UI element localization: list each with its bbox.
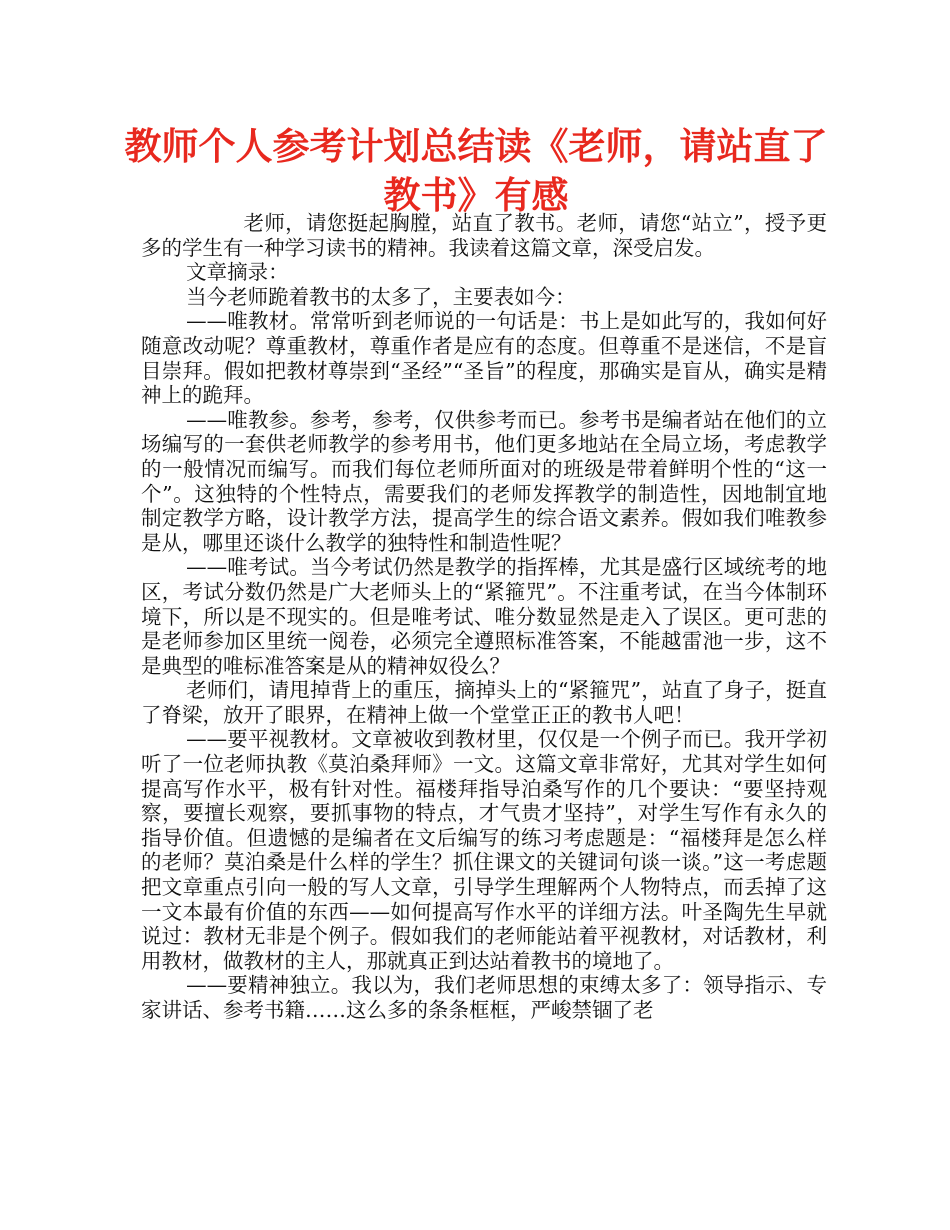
paragraph-only-textbook: ——唯教材。常常听到老师说的一句话是：书上是如此写的，我如何好随意改动呢？尊重教材，尊重作者是应有的态度。但尊重不是迷信，不是盲目崇拜。假如把教材尊崇到“圣经”“圣旨”的程度，那确实是盲从，确实是精神上的跪拜。 [141,309,827,408]
paragraph-only-teaching-reference: ——唯教参。参考，参考，仅供参考而已。参考书是编者站在他们的立场编写的一套供老师教学的参考用书，他们更多地站在全局立场，考虑教学的一般情况而编写。而我们每位老师所面对的班级是带着鲜明个性的“这一个”。这独特的个性特点，需要我们的老师发挥教学的制造性，因地制宜地制定教学方略，设计教学方法，提高学生的综合语文素养。假如我们唯教参是从，哪里还谈什么教学的独特性和制造性呢？ [141,407,827,555]
paragraph-kneeling-intro: 当今老师跪着教书的太多了，主要表如今： [186,284,576,309]
paragraph-call-to-teachers: 老师们，请甩掉背上的重压，摘掉头上的“紧箍咒”，站直了身子，挺直了脊梁，放开了眼界，在精神上做一个堂堂正正的教书人吧！ [141,678,827,727]
document-body [141,211,827,1023]
paragraph-intro: 老师，请您挺起胸膛，站直了教书。老师，请您“站立”，授予更多的学生有一种学习读书的精神。我读着这篇文章，深受启发。 [141,211,827,260]
paragraph-excerpt-label: 文章摘录： [186,260,289,285]
paragraph-view-textbook-level: ——要平视教材。文章被收到教材里，仅仅是一个例子而已。我开学初听了一位老师执教《莫泊桑拜师》一文。这篇文章非常好，尤其对学生如何提高写作水平，极有针对性。福楼拜指导泊桑写作的几个要诀：“要坚持观察，要擅长观察，要抓事物的特点，才气贵才坚持”，对学生写作有永久的指导价值。但遗憾的是编者在文后编写的练习考虑题是：“福楼拜是怎么样的老师？莫泊桑是什么样的学生？抓住课文的关键词句谈一谈。”这一考虑题把文章重点引向一般的写人文章，引导学生理解两个人物特点，而丢掉了这一文本最有价值的东西——如何提高写作水平的详细方法。叶圣陶先生早就说过：教材无非是个例子。假如我们的老师能站着平视教材，对话教材，利用教材，做教材的主人，那就真正到达站着教书的境地了。 [141,727,827,973]
document-title: 教师个人参考计划总结读《老师，请站直了教书》有感 [124,125,828,217]
paragraph-spiritual-independence: ——要精神独立。我以为，我们老师思想的束缚太多了：领导指示、专家讲话、参考书籍……这么多的条条框框，严峻禁锢了老 [141,973,827,1022]
paragraph-only-exams: ——唯考试。当今考试仍然是教学的指挥棒，尤其是盛行区域统考的地区，考试分数仍然是广大老师头上的“紧箍咒”。不注重考试，在当今体制环境下，所以是不现实的。但是唯考试、唯分数显然是走入了误区。更可悲的是老师参加区里统一阅卷，必须完全遵照标准答案，不能越雷池一步，这不是典型的唯标准答案是从的精神奴役么？ [141,555,827,678]
